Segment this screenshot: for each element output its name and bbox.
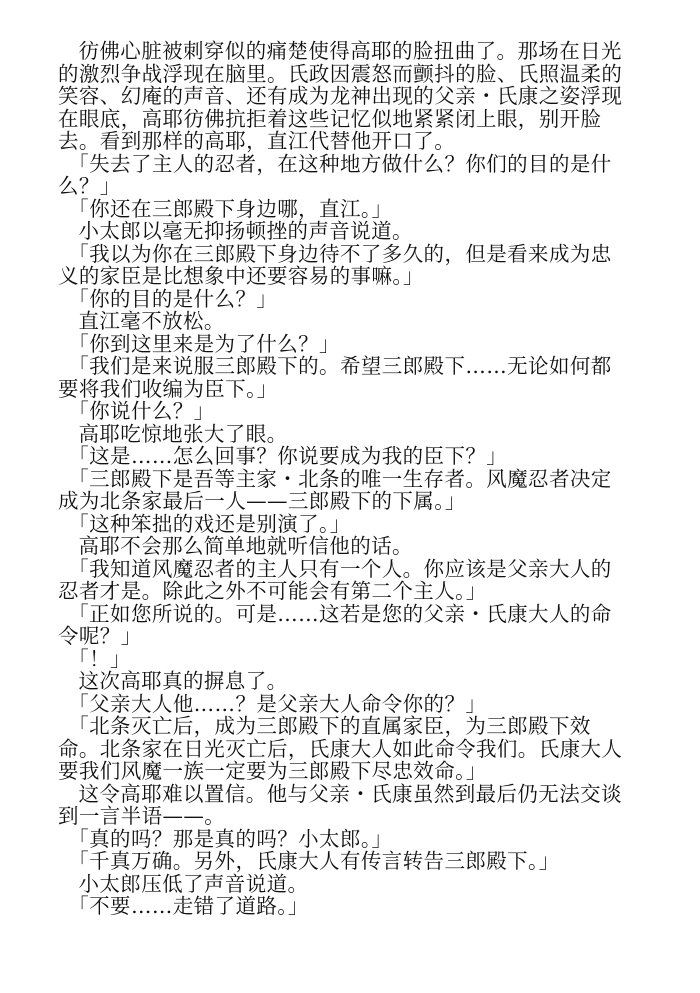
dialogue-line: 「千真万确。另外，氏康大人有传言转告三郎殿下。」 [68,849,560,873]
dialogue-line: 「我以为你在三郎殿下身边待不了多久的，但是看来成为忠义的家臣是比想象中还要容易的事嘛。」 [58,241,612,288]
dialogue-line: 「你到这里来是为了什么？」 [68,331,340,356]
dialogue-line: 「你的目的是什么？」 [68,286,278,311]
dialogue-line: 「北条灭亡后，成为三郎殿下的直属家臣，为三郎殿下效命。北条家在日光灭亡后，氏康大人如此命令我们。氏康大人要我们风魔一族一定要为三郎殿下尽忠效命。」 [58,714,623,783]
paragraph: 彷佛心脏被刺穿似的痛楚使得高耶的脸扭曲了。那场在日光的激烈争战浮现在脑里。氏政因震怒而颤抖的脸、氏照温柔的笑容、幻庵的声音、还有成为龙神出现的父亲・氏康之姿浮现在眼底，高耶彷佛抗拒着这些记忆似地紧紧闭上眼，别开脸去。看到那样的高耶，直江代替他开口了。 [58,39,623,153]
paragraph: 高耶吃惊地张大了眼。 [78,421,288,446]
paragraph: 高耶不会那么简单地就听信他的话。 [78,534,413,558]
document-page [58,40,630,918]
dialogue-line: 「真的吗？那是真的吗？小太郎。」 [68,826,393,851]
paragraph: 小太郎压低了声音说道。 [78,871,309,896]
dialogue-line: 「这种笨拙的戏还是别演了。」 [68,511,351,536]
dialogue-line: 「正如您所说的。可是……这若是您的父亲・氏康大人的命令呢？」 [58,601,612,648]
paragraph: 直江毫不放松。 [78,309,225,333]
dialogue-line: 「你还在三郎殿下身边哪，直江。」 [68,196,393,221]
dialogue-line: 「我知道风魔忍者的主人只有一个人。你应该是父亲大人的忍者才是。除此之外不可能会有第二个主人。」 [58,556,612,603]
dialogue-line: 「你说什么？」 [68,399,215,423]
paragraph: 小太郎以毫无抑扬顿挫的声音说道。 [78,219,413,243]
dialogue-line: 「我们是来说服三郎殿下的。希望三郎殿下……无论如何都要将我们收编为臣下。」 [58,354,612,401]
paragraph: 这令高耶难以置信。他与父亲・氏康虽然到最后仍无法交谈到一言半语——。 [58,781,622,828]
dialogue-line: 「！」 [68,646,131,671]
dialogue-line: 「三郎殿下是吾等主家・北条的唯一生存者。风魔忍者决定成为北条家最后一人——三郎殿下的下属。」 [58,466,612,513]
dialogue-line: 「父亲大人他……？是父亲大人命令你的？」 [68,691,487,716]
dialogue-line: 「这是……怎么回事？你说要成为我的臣下？」 [68,444,508,468]
dialogue-line: 「不要……走错了道路。」 [68,894,309,918]
paragraph: 这次高耶真的摒息了。 [78,669,288,693]
dialogue-line: 「失去了主人的忍者，在这种地方做什么？你们的目的是什么？」 [58,151,612,198]
